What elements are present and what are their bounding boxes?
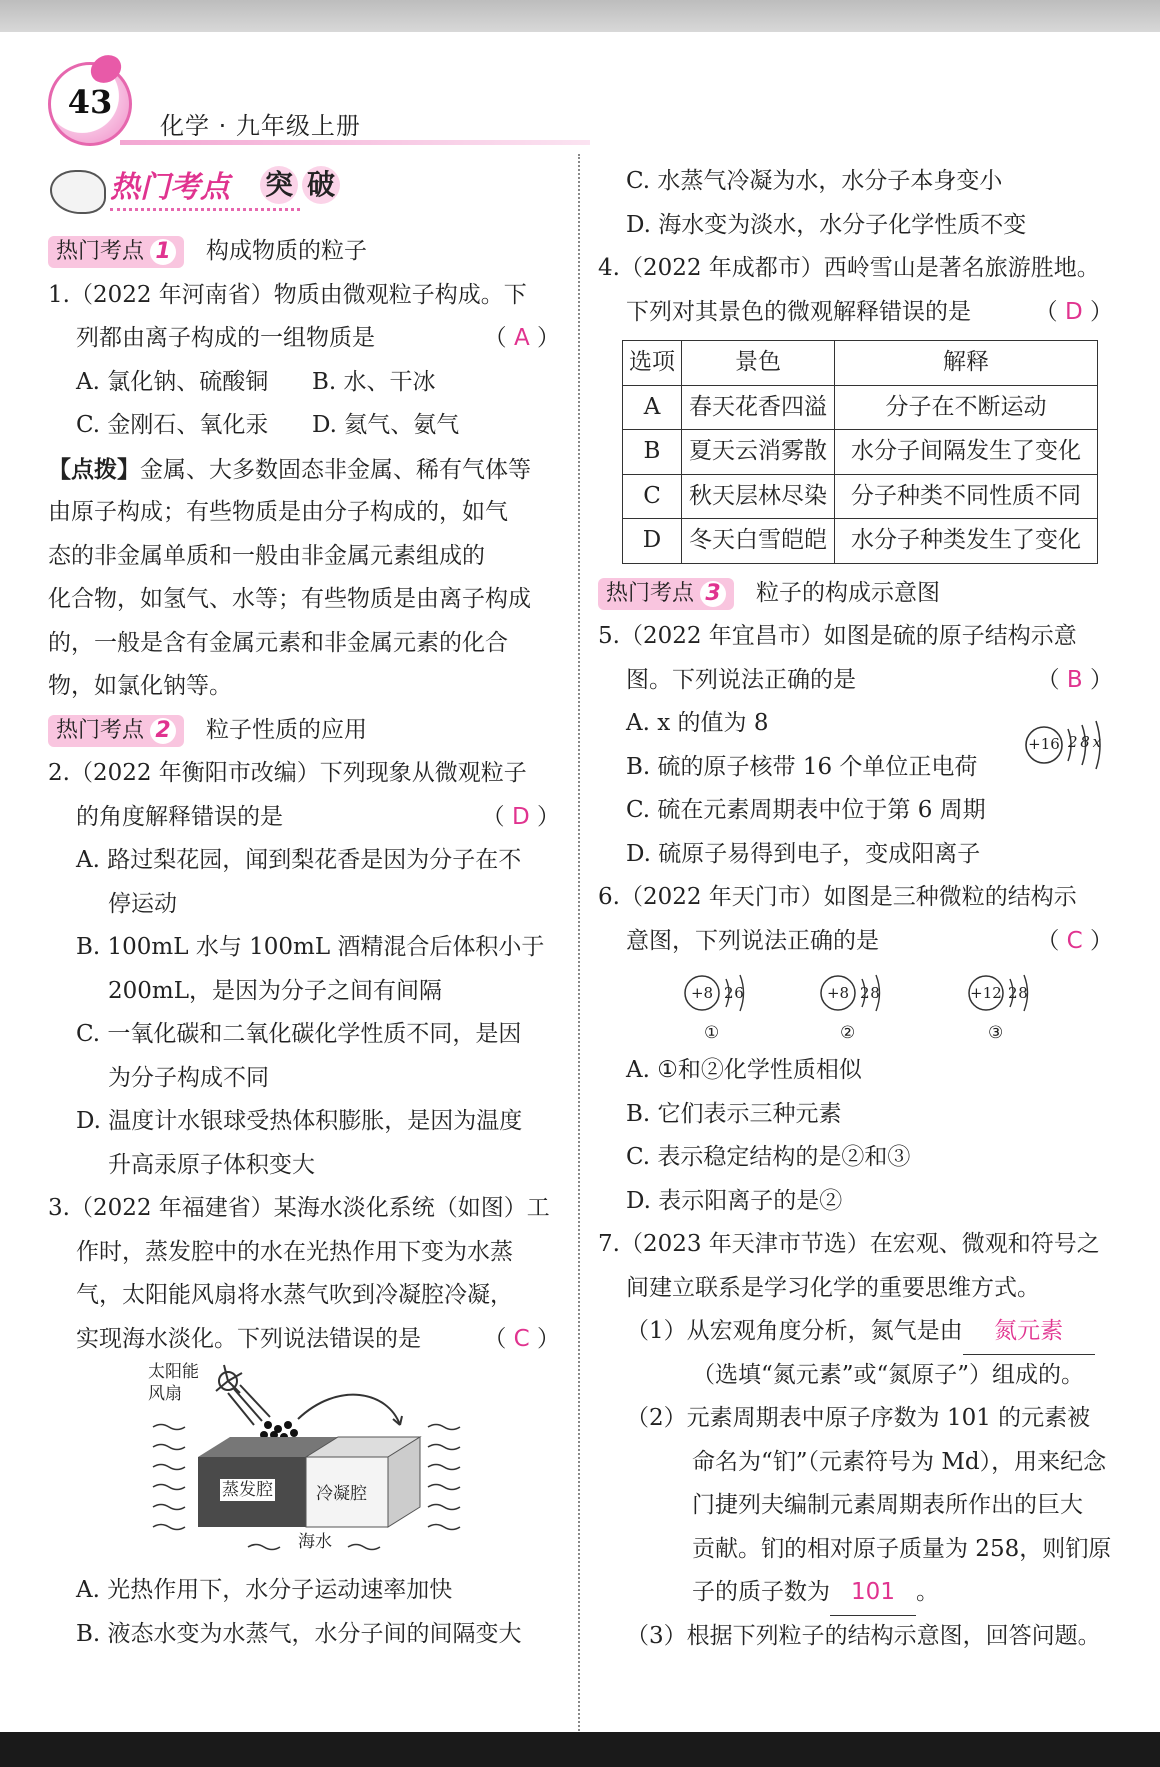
section-title: 构成物质的粒子 [206, 238, 368, 264]
q1-tip-3: 态的非金属单质和一般由非金属元素组成的 [48, 542, 485, 569]
q6-stem-2: 意图，下列说法正确的是 （ C ） [626, 927, 1113, 954]
q7-answer-1: 氮元素 [963, 1310, 1095, 1355]
banner-char-1: 突 [260, 166, 298, 204]
question-1 [48, 274, 560, 709]
q1-options-cd: C. 金刚石、氧化汞 D. 氦气、氨气 [76, 412, 460, 438]
q3-option-b: B. 液态水变为水蒸气，水分子间的间隔变大 [76, 1620, 522, 1647]
q2-option-d-cont: 升高汞原子体积变大 [108, 1151, 315, 1178]
table-header: 景色 [682, 341, 835, 386]
seawater-label: 海水 [298, 1532, 332, 1552]
q6-option-c: C. 表示稳定结构的是②和③ [626, 1144, 911, 1170]
q4-stem-2: 下列对其景色的微观解释错误的是 （ D ） [626, 298, 1113, 325]
q1-answer: A [513, 325, 530, 351]
q7-part-2-cont: 命名为“钔”（元素符号为 Md），用来纪念 [692, 1448, 1107, 1475]
question-4 [598, 247, 1113, 564]
section-badge: 热门考点 1 [48, 236, 184, 268]
q7-part-3: （3）根据下列粒子的结构示意图，回答问题。 [626, 1622, 1101, 1649]
shell-label: 2 8 x [1068, 733, 1101, 751]
q1-tip-5: 的，一般是含有金属元素和非金属元素的化合 [48, 629, 508, 656]
question-5 [598, 615, 1113, 876]
q2-option-c-cont: 为分子构成不同 [108, 1064, 269, 1091]
question-7 [598, 1223, 1113, 1658]
section-badge: 热门考点 3 [598, 578, 734, 610]
q2-stem: 2.（2022 年衡阳市改编）下列现象从微观粒子 [48, 760, 527, 786]
q3-stem: 3.（2022 年福建省）某海水淡化系统（如图）工 [48, 1195, 550, 1221]
particle-3: +12 2 8 ③ [968, 969, 1048, 1049]
q5-option-c: C. 硫在元素周期表中位于第 6 周期 [626, 797, 986, 823]
desalination-figure [48, 1361, 560, 1569]
q2-option-b-cont: 200mL，是因为分子之间有间隔 [108, 977, 442, 1004]
table-row: B 夏天云消雾散 水分子间隔发生了变化 [623, 430, 1098, 475]
section-title: 粒子的构成示意图 [756, 579, 941, 606]
table-row: C 秋天层林尽染 分子种类不同性质不同 [623, 474, 1098, 519]
question-3 [48, 1187, 560, 1656]
section-2-heading [48, 709, 560, 753]
q7-part-2-cont: 贡献。钔的相对原子质量为 258，则钔原 [692, 1535, 1112, 1562]
page-number-badge [48, 62, 132, 146]
palette-icon [50, 170, 106, 214]
q6-answer: C [1066, 927, 1083, 954]
page-number: 43 [67, 83, 113, 121]
q7-part-1: （1）从宏观角度分析，氮气是由 氮元素 [598, 1310, 1113, 1354]
fan-label: 太阳能 风扇 [148, 1362, 199, 1404]
table-header: 选项 [623, 341, 682, 386]
table-row: D 冬天白雪皑皑 水分子种类发生了变化 [623, 519, 1098, 564]
bottom-edge [0, 1732, 1160, 1767]
q7-answer-2: 101 [830, 1571, 916, 1616]
q1-stem-2: 列都由离子构成的一组物质是 （ A ） [76, 325, 560, 351]
particle-1: +8 2 6 ① [684, 969, 764, 1049]
q7-part-2-cont: 门捷列夫编制元素周期表所作出的巨大 [692, 1492, 1083, 1518]
section-1-heading [48, 230, 560, 274]
q3-answer: C [513, 1325, 530, 1352]
q2-option-a: A. 路过梨花园，闻到梨花香是因为分子在不 [76, 847, 522, 873]
q4-table [622, 340, 1098, 564]
textbook-page [0, 32, 1160, 1732]
table-header-row [623, 341, 1098, 386]
table-row: A 春天花香四溢 分子在不断运动 [623, 385, 1098, 430]
q2-stem-2: 的角度解释错误的是 （ D ） [76, 803, 560, 830]
q7-part-2: （2）元素周期表中原子序数为 101 的元素被 [626, 1405, 1091, 1431]
q3-option-a: A. 光热作用下，水分子运动速率加快 [76, 1577, 453, 1603]
condenser-label: 冷凝腔 [316, 1484, 367, 1504]
q6-option-d: D. 表示阳离子的是② [626, 1187, 843, 1214]
q1-tip: 【点拨】金属、大多数固态非金属、稀有气体等 [48, 455, 531, 483]
q2-option-b: B. 100mL 水与 100mL 酒精混合后体积小于 [76, 934, 545, 960]
particle-2: +8 2 8 ② [820, 969, 900, 1049]
q3-option-c: C. 水蒸气冷凝为水，水分子本身变小 [626, 168, 1003, 194]
q5-stem: 5.（2022 年宜昌市）如图是硫的原子结构示意 [598, 623, 1077, 649]
q7-stem: 7.（2023 年天津市节选）在宏观、微观和符号之 [598, 1231, 1100, 1257]
q4-stem: 4.（2022 年成都市）西岭雪山是著名旅游胜地。 [598, 255, 1100, 281]
section-badge: 热门考点 2 [48, 715, 184, 747]
q5-stem-2: 图。下列说法正确的是 （ B ） [626, 666, 1113, 693]
three-particles-figure [598, 963, 1113, 1049]
q2-option-d: D. 温度计水银球受热体积膨胀，是因为温度 [76, 1108, 523, 1134]
question-6 [598, 876, 1113, 1223]
q1-tip-2: 由原子构成；有些物质是由分子构成的，如气 [48, 499, 508, 525]
q2-answer: D [511, 803, 530, 830]
q1-tip-6: 物，如氯化钠等。 [48, 673, 232, 699]
q5-option-b: B. 硫的原子核带 16 个单位正电荷 [626, 753, 978, 780]
right-column [598, 160, 1113, 1658]
q5-option-d: D. 硫原子易得到电子，变成阳离子 [626, 840, 981, 867]
q5-answer: B [1066, 666, 1083, 693]
banner-char-2: 破 [302, 166, 340, 204]
q7-part-2-end: 子的质子数为 101 。 [598, 1571, 1113, 1615]
q1-tip-4: 化合物，如氢气、水等；有些物质是由离子构成 [48, 586, 531, 612]
q3-option-d: D. 海水变为淡水，水分子化学性质不变 [626, 211, 1027, 238]
q5-option-a: A. x 的值为 8 [626, 710, 769, 736]
column-divider [578, 154, 580, 1732]
book-title: 化学 · 九年级上册 [160, 112, 361, 140]
q3-stem-4: 实现海水淡化。下列说法错误的是 （ C ） [76, 1325, 560, 1352]
q4-answer: D [1064, 298, 1083, 325]
hot-topics-banner [48, 160, 560, 230]
evaporator-label: 蒸发腔 [222, 1480, 273, 1500]
nucleus-label: +16 [1028, 735, 1060, 753]
banner-title: 热门考点 [110, 170, 230, 205]
q7-part-1-cont: （选填“氮元素”或“氮原子”）组成的。 [692, 1361, 1085, 1388]
q3-stem-3: 气，太阳能风扇将水蒸气吹到冷凝腔冷凝， [76, 1282, 513, 1308]
top-edge [0, 0, 1160, 32]
q7-stem-2: 间建立联系是学习化学的重要思维方式。 [626, 1274, 1040, 1301]
q2-option-a-cont: 停运动 [108, 890, 177, 917]
table-header: 解释 [835, 341, 1098, 386]
q1-options-ab: A. 氯化钠、硫酸铜 B. 水、干冰 [76, 368, 436, 395]
question-2 [48, 752, 560, 1187]
q6-option-a: A. ①和②化学性质相似 [626, 1057, 862, 1083]
section-title: 粒子性质的应用 [206, 716, 368, 743]
q1-stem: 1.（2022 年河南省）物质由微观粒子构成。下 [48, 281, 527, 308]
q2-option-c: C. 一氧化碳和二氧化碳化学性质不同，是因 [76, 1021, 522, 1047]
sulfur-atom-diagram [1024, 707, 1116, 777]
left-column [48, 160, 560, 1656]
q6-option-b: B. 它们表示三种元素 [626, 1100, 842, 1127]
section-3-heading [598, 572, 1113, 616]
q6-stem: 6.（2022 年天门市）如图是三种微粒的结构示 [598, 884, 1077, 910]
q3-stem-2: 作时，蒸发腔中的水在光热作用下变为水蒸 [76, 1238, 513, 1265]
banner-dots [110, 208, 300, 211]
header-underline [120, 140, 590, 145]
